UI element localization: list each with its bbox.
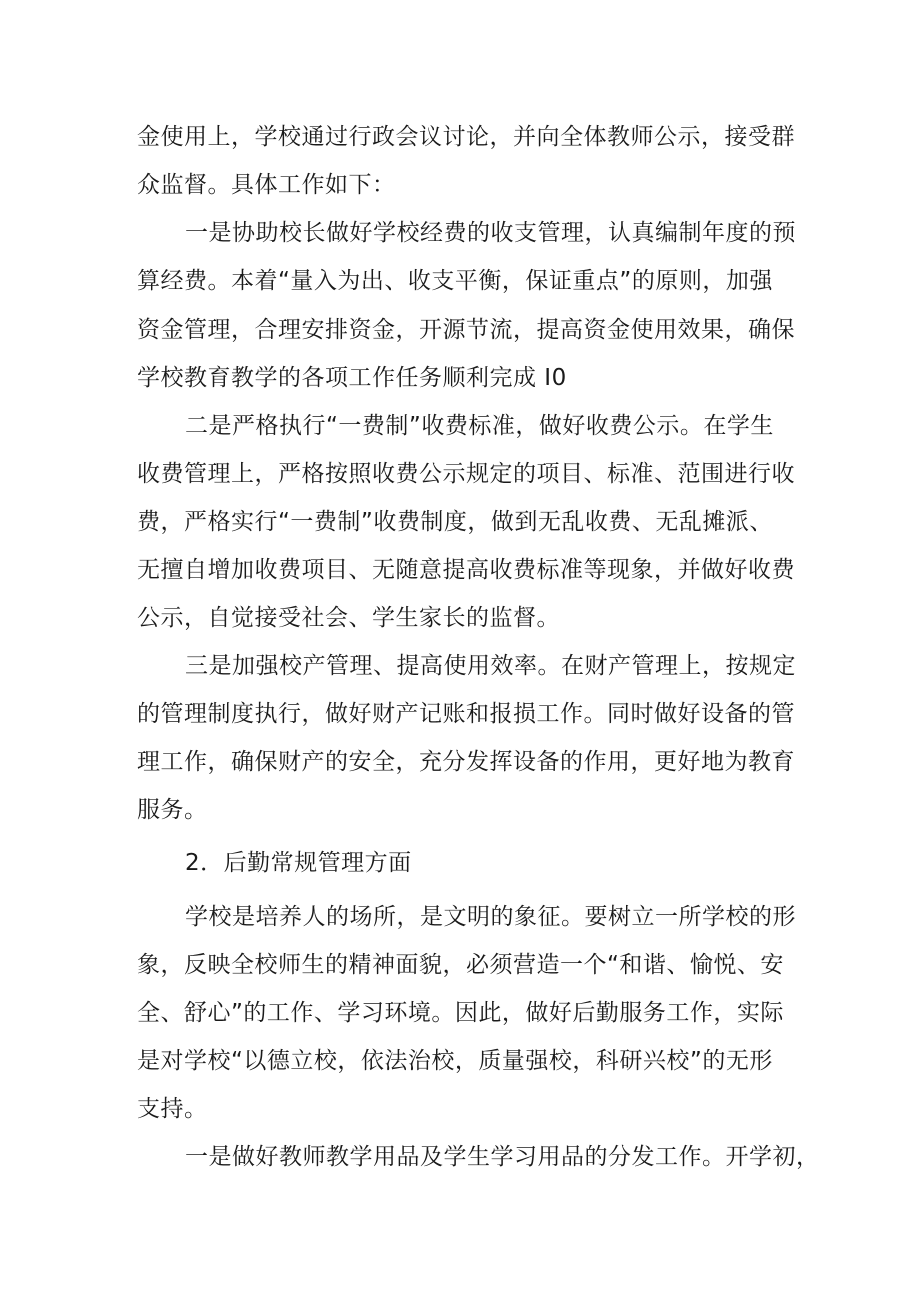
text-line: 算经费。本着“量入为出、收支平衡，保证重点”的原则，加强: [137, 268, 773, 294]
text-line: 是对学校“以德立校，依法治校，质量强校，科研兴校”的无形: [137, 1048, 773, 1074]
text-line: 理工作，确保财产的安全，充分发挥设备的作用，更好地为教育: [137, 749, 795, 775]
text-line: 金使用上，学校通过行政会议讨论，并向全体教师公示，接受群: [137, 124, 795, 150]
text-line: 学校是培养人的场所，是文明的象征。要树立一所学校的形: [185, 904, 796, 930]
section-heading: 2．后勤常规管理方面: [185, 850, 412, 876]
text-line: 学校教育教学的各项工作任务顺利完成 I0: [137, 365, 567, 391]
text-line: 资金管理，合理安排资金，开源节流，提高资金使用效果，确保: [137, 317, 795, 343]
text-line: 无擅自增加收费项目、无随意提高收费标准等现象，并做好收费: [137, 557, 795, 583]
text-line: 三是加强校产管理、提高使用效率。在财产管理上，按规定: [185, 653, 796, 679]
text-line: 收费管理上，严格按照收费公示规定的项目、标准、范围进行收: [137, 461, 795, 487]
text-line: 支持。: [137, 1096, 208, 1122]
text-line: 服务。: [137, 797, 208, 823]
text-line: 费，严格实行“一费制”收费制度，做到无乱收费、无乱摊派、: [137, 509, 773, 535]
text-line: 众监督。具体工作如下：: [137, 172, 396, 198]
text-line: 公示，自觉接受社会、学生家长的监督。: [137, 605, 560, 631]
text-line: 二是严格执行“一费制”收费标准，做好收费公示。在学生: [185, 413, 774, 439]
text-line: 一是做好教师教学用品及学生学习用品的分发工作。开学初，: [185, 1144, 820, 1170]
text-line: 全、舒心”的工作、学习环境。因此，做好后勤服务工作，实际: [137, 1000, 784, 1026]
text-line: 一是协助校长做好学校经费的收支管理，认真编制年度的预: [185, 220, 796, 246]
text-line: 象，反映全校师生的精神面貌，必须营造一个“和谐、愉悦、安: [137, 952, 784, 978]
text-line: 的管理制度执行，做好财产记账和报损工作。同时做好设备的管: [137, 701, 795, 727]
